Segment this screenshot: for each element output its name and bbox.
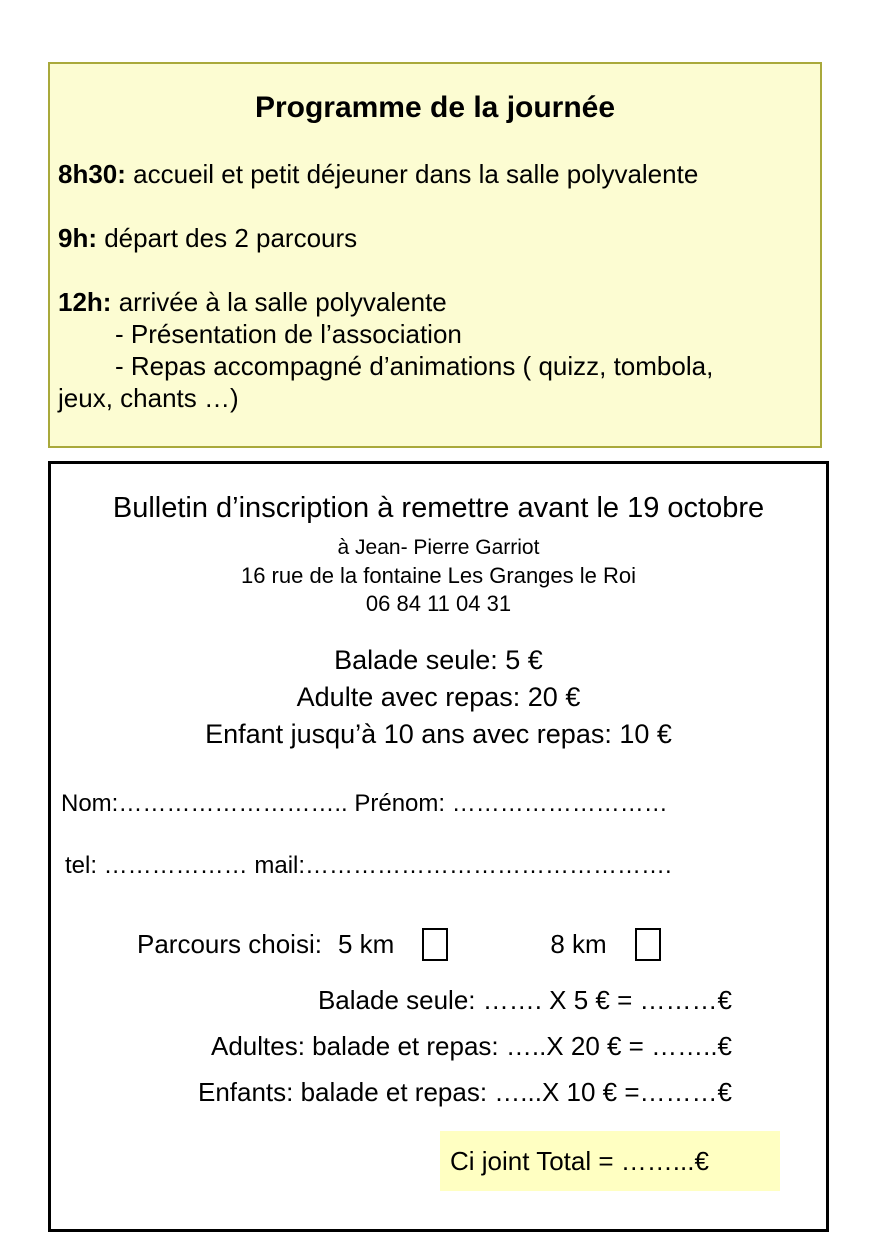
programme-text-8h30: accueil et petit déjeuner dans la salle polyvalente: [125, 159, 699, 189]
parcours-5km-label: 5 km: [337, 929, 395, 959]
programme-line-9h: [58, 222, 812, 254]
parcours-row: [59, 927, 818, 961]
programme-time-9h: 9h:: [58, 223, 97, 253]
checkbox-8km[interactable]: [635, 928, 661, 961]
programme-title: Programme de la journée: [254, 91, 616, 124]
calc-balade-seule: Balade seule: ……. X 5 € = ………€: [317, 985, 732, 1015]
parcours-label: Parcours choisi:: [137, 929, 322, 959]
programme-box: [48, 62, 822, 448]
parcours-8km-label: 8 km: [550, 929, 607, 959]
calc-enfants: Enfants: balade et repas: …...X 10 € =………€: [197, 1077, 732, 1107]
tel-mail-line: tel: ……………… mail:……………………………………….: [65, 852, 672, 879]
bulletin-address: 16 rue de la fontaine Les Granges le Roi: [240, 563, 637, 588]
programme-time-12h: 12h:: [58, 287, 112, 317]
programme-sub-presentation: - Présentation de l’association: [115, 319, 462, 349]
programme-line-8h30: [58, 158, 812, 190]
name-prenom-line: Nom:……………………….. Prénom: ………………………: [61, 790, 668, 817]
programme-time-8h30: 8h30:: [58, 159, 126, 189]
calc-block: [59, 985, 818, 1107]
bulletin-recipient: à Jean- Pierre Garriot: [337, 536, 540, 559]
bulletin-title: Bulletin d’inscription à remettre avant le 19 octobre: [112, 492, 765, 524]
programme-sub-repas-wrap: jeux, chants …): [58, 383, 239, 413]
checkbox-5km[interactable]: [422, 928, 448, 961]
bulletin-box: [48, 461, 829, 1232]
programme-text-12h: arrivée à la salle polyvalente: [111, 287, 447, 317]
programme-sub-repas: - Repas accompagné d’animations ( quizz, tombola,: [115, 351, 714, 381]
total-line: Ci joint Total = ……...€: [450, 1146, 709, 1176]
price-balade-seule: Balade seule: 5 €: [334, 645, 543, 675]
calc-adultes: Adultes: balade et repas: …..X 20 € = ……..€: [210, 1031, 732, 1061]
total-box: [440, 1131, 780, 1191]
bulletin-phone: 06 84 11 04 31: [365, 591, 512, 616]
price-adulte-repas: Adulte avec repas: 20 €: [296, 682, 581, 712]
price-block: [59, 642, 818, 753]
programme-line-12h: [58, 286, 812, 318]
price-enfant-repas: Enfant jusqu’à 10 ans avec repas: 10 €: [205, 719, 672, 749]
programme-text-9h: départ des 2 parcours: [97, 223, 358, 253]
